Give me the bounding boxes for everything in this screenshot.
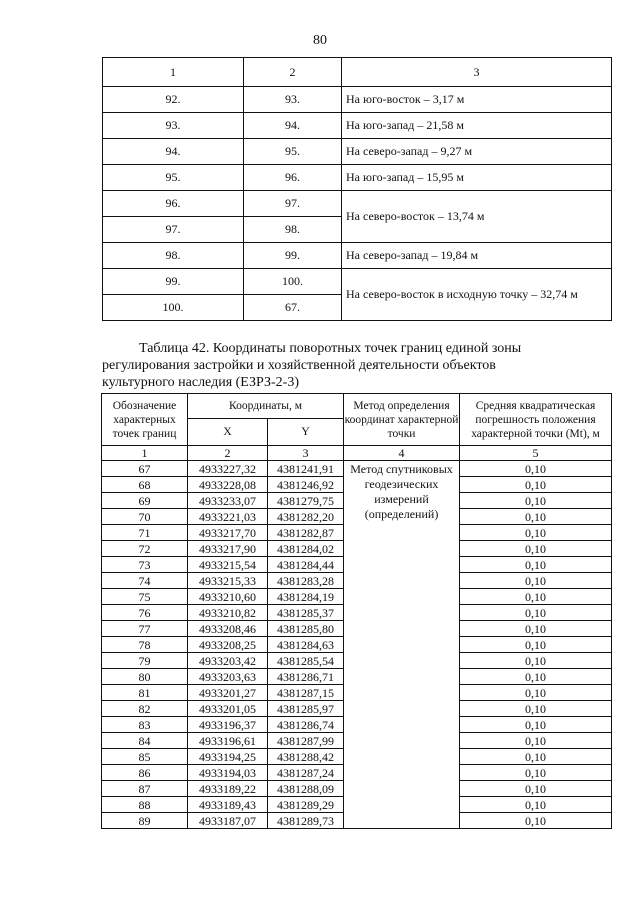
page-number: 80	[313, 33, 327, 48]
coordinate-x: 4933215,33	[188, 573, 268, 589]
direction-distance: На юго-восток – 3,17 м	[342, 87, 612, 113]
to-point: 96.	[244, 165, 342, 191]
coordinate-y: 4381282,20	[268, 509, 344, 525]
coordinate-x: 4933189,22	[188, 781, 268, 797]
point-number: 77	[102, 621, 188, 637]
coordinate-y: 4381246,92	[268, 477, 344, 493]
coordinate-x: 4933210,60	[188, 589, 268, 605]
mean-square-error: 0,10	[460, 541, 612, 557]
index-cell: 5	[460, 446, 612, 461]
to-point: 95.	[244, 139, 342, 165]
header-cell: 3	[342, 58, 612, 87]
coordinate-x: 4933210,82	[188, 605, 268, 621]
header-cell: 1	[103, 58, 244, 87]
mean-square-error: 0,10	[460, 509, 612, 525]
index-cell: 2	[188, 446, 268, 461]
direction-distance: На северо-восток – 13,74 м	[342, 191, 612, 243]
from-point: 100.	[103, 295, 244, 321]
index-row	[102, 446, 612, 461]
point-number: 88	[102, 797, 188, 813]
direction-distance: На северо-восток в исходную точку – 32,74 м	[342, 269, 612, 321]
point-number: 69	[102, 493, 188, 509]
mean-square-error: 0,10	[460, 637, 612, 653]
table-header-row	[102, 394, 612, 419]
coordinate-y: 4381284,02	[268, 541, 344, 557]
table-row	[103, 165, 612, 191]
to-point: 93.	[244, 87, 342, 113]
coordinate-x: 4933227,32	[188, 461, 268, 477]
mean-square-error: 0,10	[460, 781, 612, 797]
header-x: X	[188, 419, 268, 446]
coordinate-x: 4933217,70	[188, 525, 268, 541]
point-number: 84	[102, 733, 188, 749]
coordinate-y: 4381285,80	[268, 621, 344, 637]
index-cell: 3	[268, 446, 344, 461]
point-number: 80	[102, 669, 188, 685]
to-point: 97.	[244, 191, 342, 217]
coordinate-x: 4933196,61	[188, 733, 268, 749]
mean-square-error: 0,10	[460, 573, 612, 589]
method-text: Метод спутниковых геодезических измерений (определений)	[344, 461, 460, 829]
coordinate-x: 4933203,63	[188, 669, 268, 685]
table-caption	[102, 340, 611, 391]
coordinate-y: 4381288,42	[268, 749, 344, 765]
coordinate-x: 4933194,03	[188, 765, 268, 781]
caption-line: культурного наследия (ЕЗРЗ-2-3)	[102, 375, 299, 390]
coordinate-y: 4381279,75	[268, 493, 344, 509]
coordinate-y: 4381283,28	[268, 573, 344, 589]
coordinate-x: 4933208,46	[188, 621, 268, 637]
mean-square-error: 0,10	[460, 557, 612, 573]
table-row	[103, 243, 612, 269]
coordinate-y: 4381287,15	[268, 685, 344, 701]
coordinate-y: 4381287,24	[268, 765, 344, 781]
direction-distance: На юго-запад – 21,58 м	[342, 113, 612, 139]
point-number: 89	[102, 813, 188, 829]
coordinate-x: 4933233,07	[188, 493, 268, 509]
coordinate-y: 4381289,29	[268, 797, 344, 813]
coordinate-y: 4381289,73	[268, 813, 344, 829]
mean-square-error: 0,10	[460, 797, 612, 813]
coordinate-y: 4381288,09	[268, 781, 344, 797]
point-number: 75	[102, 589, 188, 605]
mean-square-error: 0,10	[460, 461, 612, 477]
to-point: 67.	[244, 295, 342, 321]
point-number: 83	[102, 717, 188, 733]
mean-square-error: 0,10	[460, 621, 612, 637]
point-number: 85	[102, 749, 188, 765]
mean-square-error: 0,10	[460, 589, 612, 605]
caption-line: Таблица 42. Координаты поворотных точек границ единой зоны	[139, 341, 522, 356]
caption-line: регулирования застройки и хозяйственной деятельности объектов	[102, 358, 496, 373]
point-number: 79	[102, 653, 188, 669]
point-number: 86	[102, 765, 188, 781]
point-number: 81	[102, 685, 188, 701]
coordinate-y: 4381284,63	[268, 637, 344, 653]
direction-distance: На северо-запад – 19,84 м	[342, 243, 612, 269]
mean-square-error: 0,10	[460, 477, 612, 493]
header-point-designation: Обозначение характерных точек границ	[102, 394, 188, 446]
coordinate-x: 4933201,27	[188, 685, 268, 701]
table-row	[103, 269, 612, 295]
from-point: 95.	[103, 165, 244, 191]
point-number: 87	[102, 781, 188, 797]
coordinate-y: 4381286,74	[268, 717, 344, 733]
mean-square-error: 0,10	[460, 525, 612, 541]
point-number: 76	[102, 605, 188, 621]
segments-table	[102, 57, 612, 321]
point-number: 71	[102, 525, 188, 541]
coordinate-y: 4381285,54	[268, 653, 344, 669]
from-point: 93.	[103, 113, 244, 139]
coordinate-y: 4381286,71	[268, 669, 344, 685]
from-point: 92.	[103, 87, 244, 113]
from-point: 94.	[103, 139, 244, 165]
coordinate-y: 4381287,99	[268, 733, 344, 749]
header-cell: 2	[244, 58, 342, 87]
header-method: Метод определения координат характерной точки	[344, 394, 460, 446]
coordinate-y: 4381241,91	[268, 461, 344, 477]
direction-distance: На северо-запад – 9,27 м	[342, 139, 612, 165]
point-number: 74	[102, 573, 188, 589]
coordinate-x: 4933187,07	[188, 813, 268, 829]
coordinate-x: 4933221,03	[188, 509, 268, 525]
index-cell: 4	[344, 446, 460, 461]
mean-square-error: 0,10	[460, 813, 612, 829]
coordinate-x: 4933201,05	[188, 701, 268, 717]
coordinate-x: 4933203,42	[188, 653, 268, 669]
coordinate-x: 4933208,25	[188, 637, 268, 653]
coordinates-table	[101, 393, 612, 829]
table-row	[103, 139, 612, 165]
mean-square-error: 0,10	[460, 733, 612, 749]
coordinate-x: 4933215,54	[188, 557, 268, 573]
point-number: 70	[102, 509, 188, 525]
coordinate-x: 4933196,37	[188, 717, 268, 733]
point-number: 82	[102, 701, 188, 717]
mean-square-error: 0,10	[460, 653, 612, 669]
coordinate-y: 4381285,37	[268, 605, 344, 621]
coordinate-x: 4933194,25	[188, 749, 268, 765]
point-number: 67	[102, 461, 188, 477]
to-point: 94.	[244, 113, 342, 139]
coordinate-x: 4933189,43	[188, 797, 268, 813]
table-row	[103, 113, 612, 139]
mean-square-error: 0,10	[460, 765, 612, 781]
table-header-row	[103, 58, 612, 87]
to-point: 98.	[244, 217, 342, 243]
mean-square-error: 0,10	[460, 717, 612, 733]
coordinate-y: 4381284,44	[268, 557, 344, 573]
point-number: 68	[102, 477, 188, 493]
mean-square-error: 0,10	[460, 685, 612, 701]
point-number: 72	[102, 541, 188, 557]
from-point: 99.	[103, 269, 244, 295]
from-point: 96.	[103, 191, 244, 217]
coordinate-y: 4381285,97	[268, 701, 344, 717]
to-point: 99.	[244, 243, 342, 269]
table-row	[103, 191, 612, 217]
mean-square-error: 0,10	[460, 701, 612, 717]
mean-square-error: 0,10	[460, 749, 612, 765]
mean-square-error: 0,10	[460, 605, 612, 621]
point-number: 78	[102, 637, 188, 653]
coordinate-y: 4381282,87	[268, 525, 344, 541]
header-coordinates: Координаты, м	[188, 394, 344, 419]
mean-square-error: 0,10	[460, 669, 612, 685]
table-row	[102, 461, 612, 477]
to-point: 100.	[244, 269, 342, 295]
coordinate-x: 4933228,08	[188, 477, 268, 493]
point-number: 73	[102, 557, 188, 573]
from-point: 98.	[103, 243, 244, 269]
direction-distance: На юго-запад – 15,95 м	[342, 165, 612, 191]
index-cell: 1	[102, 446, 188, 461]
coordinate-y: 4381284,19	[268, 589, 344, 605]
header-y: Y	[268, 419, 344, 446]
coordinate-x: 4933217,90	[188, 541, 268, 557]
mean-square-error: 0,10	[460, 493, 612, 509]
header-error: Средняя квадратическая погрешность положения характерной точки (Mt), м	[460, 394, 612, 446]
table-row	[103, 87, 612, 113]
from-point: 97.	[103, 217, 244, 243]
